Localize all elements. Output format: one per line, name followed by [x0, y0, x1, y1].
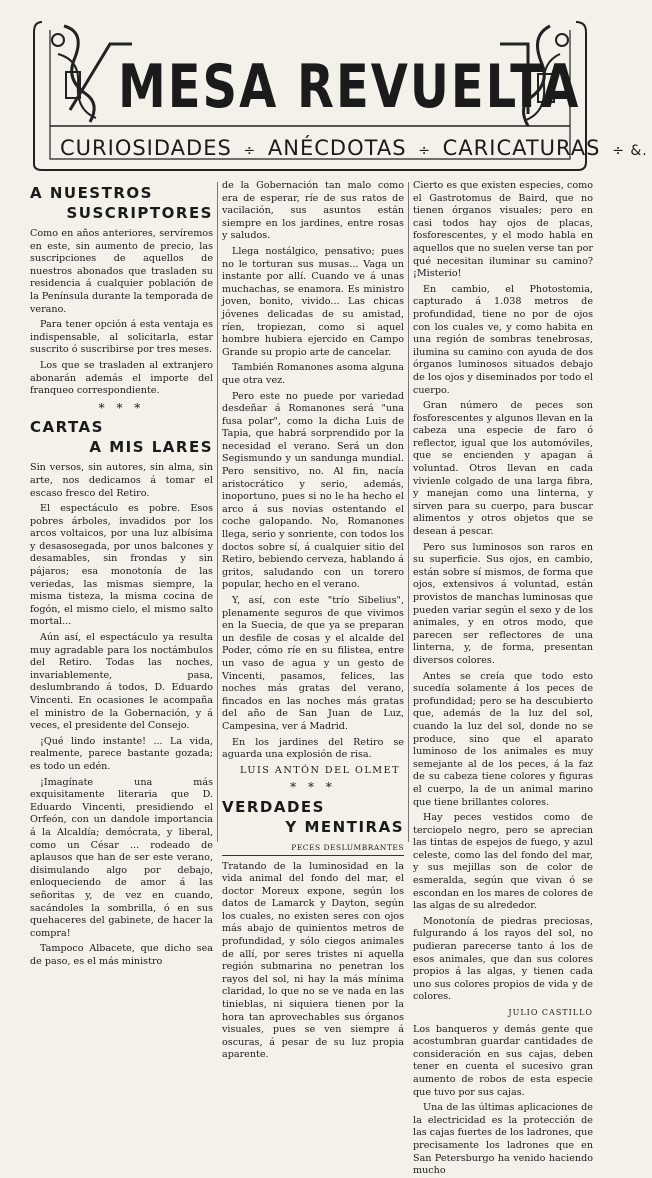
- article-paragraph: Pero sus luminosos son raros en su superficie. Sus ojos, en cambio, están sobre sí mismos, de forma que ojos, extensivos á voluntad, están provistos de manchas luminosas que pueden variar según el sexo y de los animales, y en otros modo, que parecen ser reflectores de una linterna, y, de forma, presentan diversos colores.: [413, 541, 593, 666]
- author-signature: LUIS ANTÓN DEL OLMET: [240, 764, 400, 776]
- headline-y-mentiras: Y MENTIRAS: [285, 817, 404, 836]
- article-paragraph: Antes se creía que todo esto sucedía solamente á los peces de profundidad; pero se ha descubierto que, además de la luz del sol, cuando la luz del sol, donde no se produce, sino que el aparato luminoso de los animales es muy semejante al de los peces, á la faz de su cabeza tiene colores y figuras el cuerpo, la de un animal marino que tiene brillantes colores.: [413, 670, 593, 808]
- article-paragraph: También Romanones asoma alguna que otra vez.: [222, 362, 404, 386]
- headline-suscriptores: SUSCRIPTORES: [66, 204, 213, 222]
- masthead-title: MESA REVUELTA: [118, 52, 581, 122]
- article-paragraph: Para tener opción á esta ventaja es indispensable, al solicitarla, estar suscrito ó suscribirse por tres meses.: [30, 319, 213, 356]
- headline-a-nuestros: A NUESTROS: [30, 184, 153, 202]
- subtitle-anecdotas: ANÉCDOTAS: [267, 136, 407, 160]
- column-divider: [408, 182, 409, 842]
- article-paragraph: Monotonía de piedras preciosas, fulgurando á los rayos del sol, no pudieran parecerse tanto á los de esos animales, que dan sus colores propios á las algas, y tienen cada uno sus colores propios de vida y de colores.: [413, 915, 593, 1003]
- article-paragraph: En cambio, el Photostomia, capturado á 1.038 metros de profundidad, tiene no por de ojos con los cuales ve, y como habita en una región de sombras tenebrosas, ilumina su camino con ayuda de dos órganos luminosos situados debajo de los ojos y diseminados por todo el cuerpo.: [413, 283, 593, 396]
- article-paragraph: ¡Qué lindo instante! ... La vida, realmente, parece bastante gozada; es todo un edén.: [30, 735, 213, 772]
- column-3: [413, 180, 593, 1177]
- subtitle-caricaturas: CARICATURAS: [442, 136, 601, 160]
- column-1: [30, 180, 213, 967]
- article-paragraph: En los jardines del Retiro se aguarda una explosión de risa.: [222, 736, 404, 761]
- author-signature: JULIO CASTILLO: [508, 1008, 593, 1017]
- subtitle-curiosidades: CURIOSIDADES: [60, 136, 232, 160]
- article-paragraph: Y, así, con este "trío Sibelius", plenamente seguros de que vivimos en la Suecia, de que ya se preparan un desfile de cosas y el alcalde del Poder, cómo ríe en su filistea, entre un vaso de agua y un gesto de Vincenti, pasamos, felices, las noches más gratas del verano, fincados en las noches más gratas del año de San Juan de Luz, Campesina, ver á Madrid.: [222, 595, 404, 732]
- section-stars: * * *: [290, 780, 336, 795]
- article-paragraph: Llega nostálgico, pensativo; pues no le torturan sus musas... Vaga un instante por allí. Cuando ve á unas muchachas, se enamora. Es ministro joven, bonito, vivido... Las chicas jóvenes delicadas de su amistad, ríen, tropiezan, como si aquel hombre hubiera ejercido en Campo Grande su propio arte de cancelar.: [222, 245, 404, 358]
- section-stars: * * *: [98, 400, 145, 415]
- subtitle-separator: ÷: [418, 143, 431, 159]
- article-paragraph: El espectáculo es pobre. Esos pobres árboles, invadidos por los arcos voltaicos, por una luz albísima y desasosegada, por unos balcones y desamables, sin frondas y sin pájaros; esa monotonía de las veriedas, las mismas siempre, la misma tisteza, la misma cocina de fogón, el mismo cielo, el mismo salto mortal...: [30, 503, 213, 628]
- headline-cartas: CARTAS: [30, 418, 104, 437]
- subtitle-end: ÷ &.: [612, 143, 648, 159]
- article-paragraph: Pero este no puede por variedad desdeñar á Romanones será "una fusa polar", como la dicha Luis de Tapia, que habrá sorprendido por la necesidad el verano. Será un don Segismundo y un sandunga mundial. Pero sensitivo, no. Al fin, nacía aristocrático y serio, además, inoportuno, pues si no le ha hecho el arco á sus novias ostentando el coche galopando. No, Romanones llega, serio y sonriente, con todos los doctos sobre sí, á cualquier sitio del Retiro, bebiendo cerveza, hablando á gritos, saludando con un torero popular, hecho en el verano.: [222, 390, 404, 591]
- article-paragraph: de la Gobernación tan malo como era de esperar, ríe de sus ratos de vacilación, sus asuntos están siempre en los jardines, entre rosas y saludos.: [222, 180, 404, 242]
- article-paragraph: Aún así, el espectáculo ya resulta muy agradable para los noctámbulos del Retiro. Todas las noches, invariablemente, pasa, deslumbrando á todos, D. Eduardo Vincenti. En ocasiones le acompaña el ministro de la Gobernación, y á veces, el presidente del Consejo.: [30, 632, 213, 732]
- article-paragraph: Una de las últimas aplicaciones de la electricidad es la protección de las cajas fuertes de los ladrones, que precisamente los ladrones que en San Petersburgo ha venido haciendo mucho: [413, 1102, 593, 1177]
- article-paragraph: Tratando de la luminosidad en la vida animal del fondo del mar, el doctor Moreux expone, según los datos de Lamarck y Dayton, según los cuales, no existen seres con ojos más abajo de quinientos metros de profundidad, y sólo ciegos animales de allí, por seres tristes ni aquella región submarina no penetran los rayos del sol, ni hay la más mínima claridad, lo que no se ve nada en las tinieblas, ni siquiera tienen por la hora tan aprovechables sus órganos visuales, pues se ven siempre á oscuras, á pesar de su luz propia aparente.: [222, 860, 404, 1061]
- article-paragraph: Como en años anteriores, servíremos en este, sin aumento de precio, las suscripciones de aquellos de nuestros abonados que trasladen su residencia á cualquier población de la Península durante la temporada de verano.: [30, 228, 213, 315]
- column-2: [222, 180, 404, 1061]
- subtitle-separator: ÷: [243, 143, 257, 159]
- column-divider: [217, 182, 218, 842]
- article-paragraph: Cierto es que existen especies, como el Gastrotomus de Baird, que no tienen órganos visuales; pero en casi todos hay ojos de placas, fosforescentes, y el modo habla en aquellos que no suelen verse tan por qué necesitan iluminar su camino? ¡Misterio!: [413, 180, 593, 280]
- article-paragraph: Los que se trasladen al extranjero abonarán además el importe del franqueo correspondiente.: [30, 359, 213, 397]
- article-paragraph: Gran número de peces son fosforescentes y algunos llevan en la cabeza una especie de faro ó reflector, igual que los automóviles, que se encienden y apagan á voluntad. Otros llevan en cada vivienle colgado de una larga fibra, y manejan como una linterna, y sirven para su cuerpo, para buscar alimentos y otros objetos que se desean á pescar.: [413, 400, 593, 538]
- headline-a-mis-lares: A MIS LARES: [89, 438, 213, 457]
- article-paragraph: ¡Imagínate una más exquisitamente literaria que D. Eduardo Vincenti, presidiendo el Orfeón, con un dandole importancia á la Alcaldía; demócrata, y liberal, como un César ... rodeado de aplausos que han de ser este verano, disimulando algo por debajo, enloqueciendo de amor á las señoritas y, de vez en cuando, sacándoles la sombrilla, ó en sus quehaceres del gabinete, de hacer la compra!: [30, 776, 213, 939]
- subheading-peces: PECES DESLUMBRANTES: [222, 842, 404, 856]
- article-paragraph: Tampoco Albacete, que dicho sea de paso, es el más ministro: [30, 943, 213, 967]
- article-paragraph: Los banqueros y demás gente que acostumbran guardar cantidades de consideración en sus cajas, deben tener en cuenta el sucesivo gran aumento de robos de esta especie que tuvo por sus cajas.: [413, 1023, 593, 1098]
- headline-verdades: VERDADES: [222, 797, 325, 816]
- masthead: [30, 14, 648, 174]
- article-paragraph: Sin versos, sin autores, sin alma, sin arte, nos dedicamos á tomar el escaso fresco del Retiro.: [30, 462, 213, 499]
- article-paragraph: Hay peces vestidos como de terciopelo negro, pero se aprecian las tintas de espejos de fuego, y azul celeste, como las del fondo del mar, y sus mejillas son de color de esmeralda, según que vivan ó se escondan en los mares de colores de las algas de su alrededor.: [413, 812, 593, 912]
- masthead-subtitle: [60, 136, 648, 160]
